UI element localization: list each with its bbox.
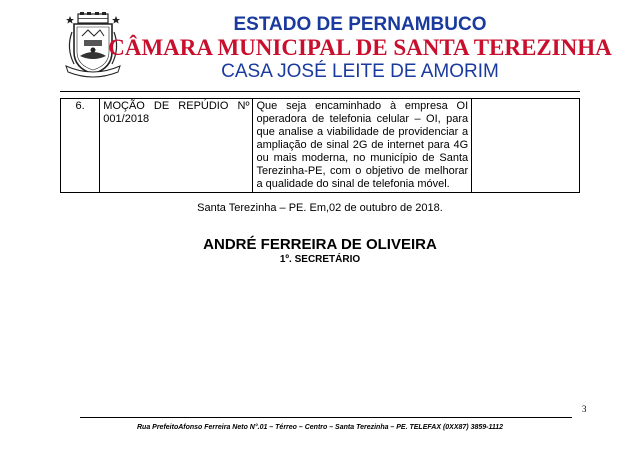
header-house: CASA JOSÉ LEITE DE AMORIM [221,61,499,82]
row-title: MOÇÃO DE REPÚDIO Nº 001/2018 [100,99,253,193]
row-extra [472,99,580,193]
row-number: 6. [61,99,100,193]
page-number: 3 [582,404,587,414]
row-description: Que seja encaminhado à empresa OI operadora de telefonia celular – OI, para que analise a viabilidade de providenciar a ampliação de sinal 2G de internet para 4G ou mais moderna, no município de Santa Terezinha-PE, com o objetivo de melhorar a qualidade do sinal de telefonia móvel. [253,99,472,193]
date-line: Santa Terezinha – PE. Em,02 de outubro de 2018. [197,202,443,214]
footer-divider [80,417,572,418]
signer-role: 1º. SECRETÁRIO [279,254,361,265]
footer-address: Rua PrefeitoAfonso Ferreira Neto N°.01 – Térreo – Centro – Santa Terezinha – PE. TELEFAX (0XX87) 3859-1112 [136,424,504,431]
header-chamber: CÂMARA MUNICIPAL DE SANTA TEREZINHA [108,35,612,60]
table-row [61,99,580,193]
motions-table [60,98,580,193]
header-state: ESTADO DE PERNAMBUCO [233,14,487,35]
top-divider [60,91,580,92]
signer-name: ANDRÉ FERREIRA DE OLIVEIRA [203,236,437,253]
